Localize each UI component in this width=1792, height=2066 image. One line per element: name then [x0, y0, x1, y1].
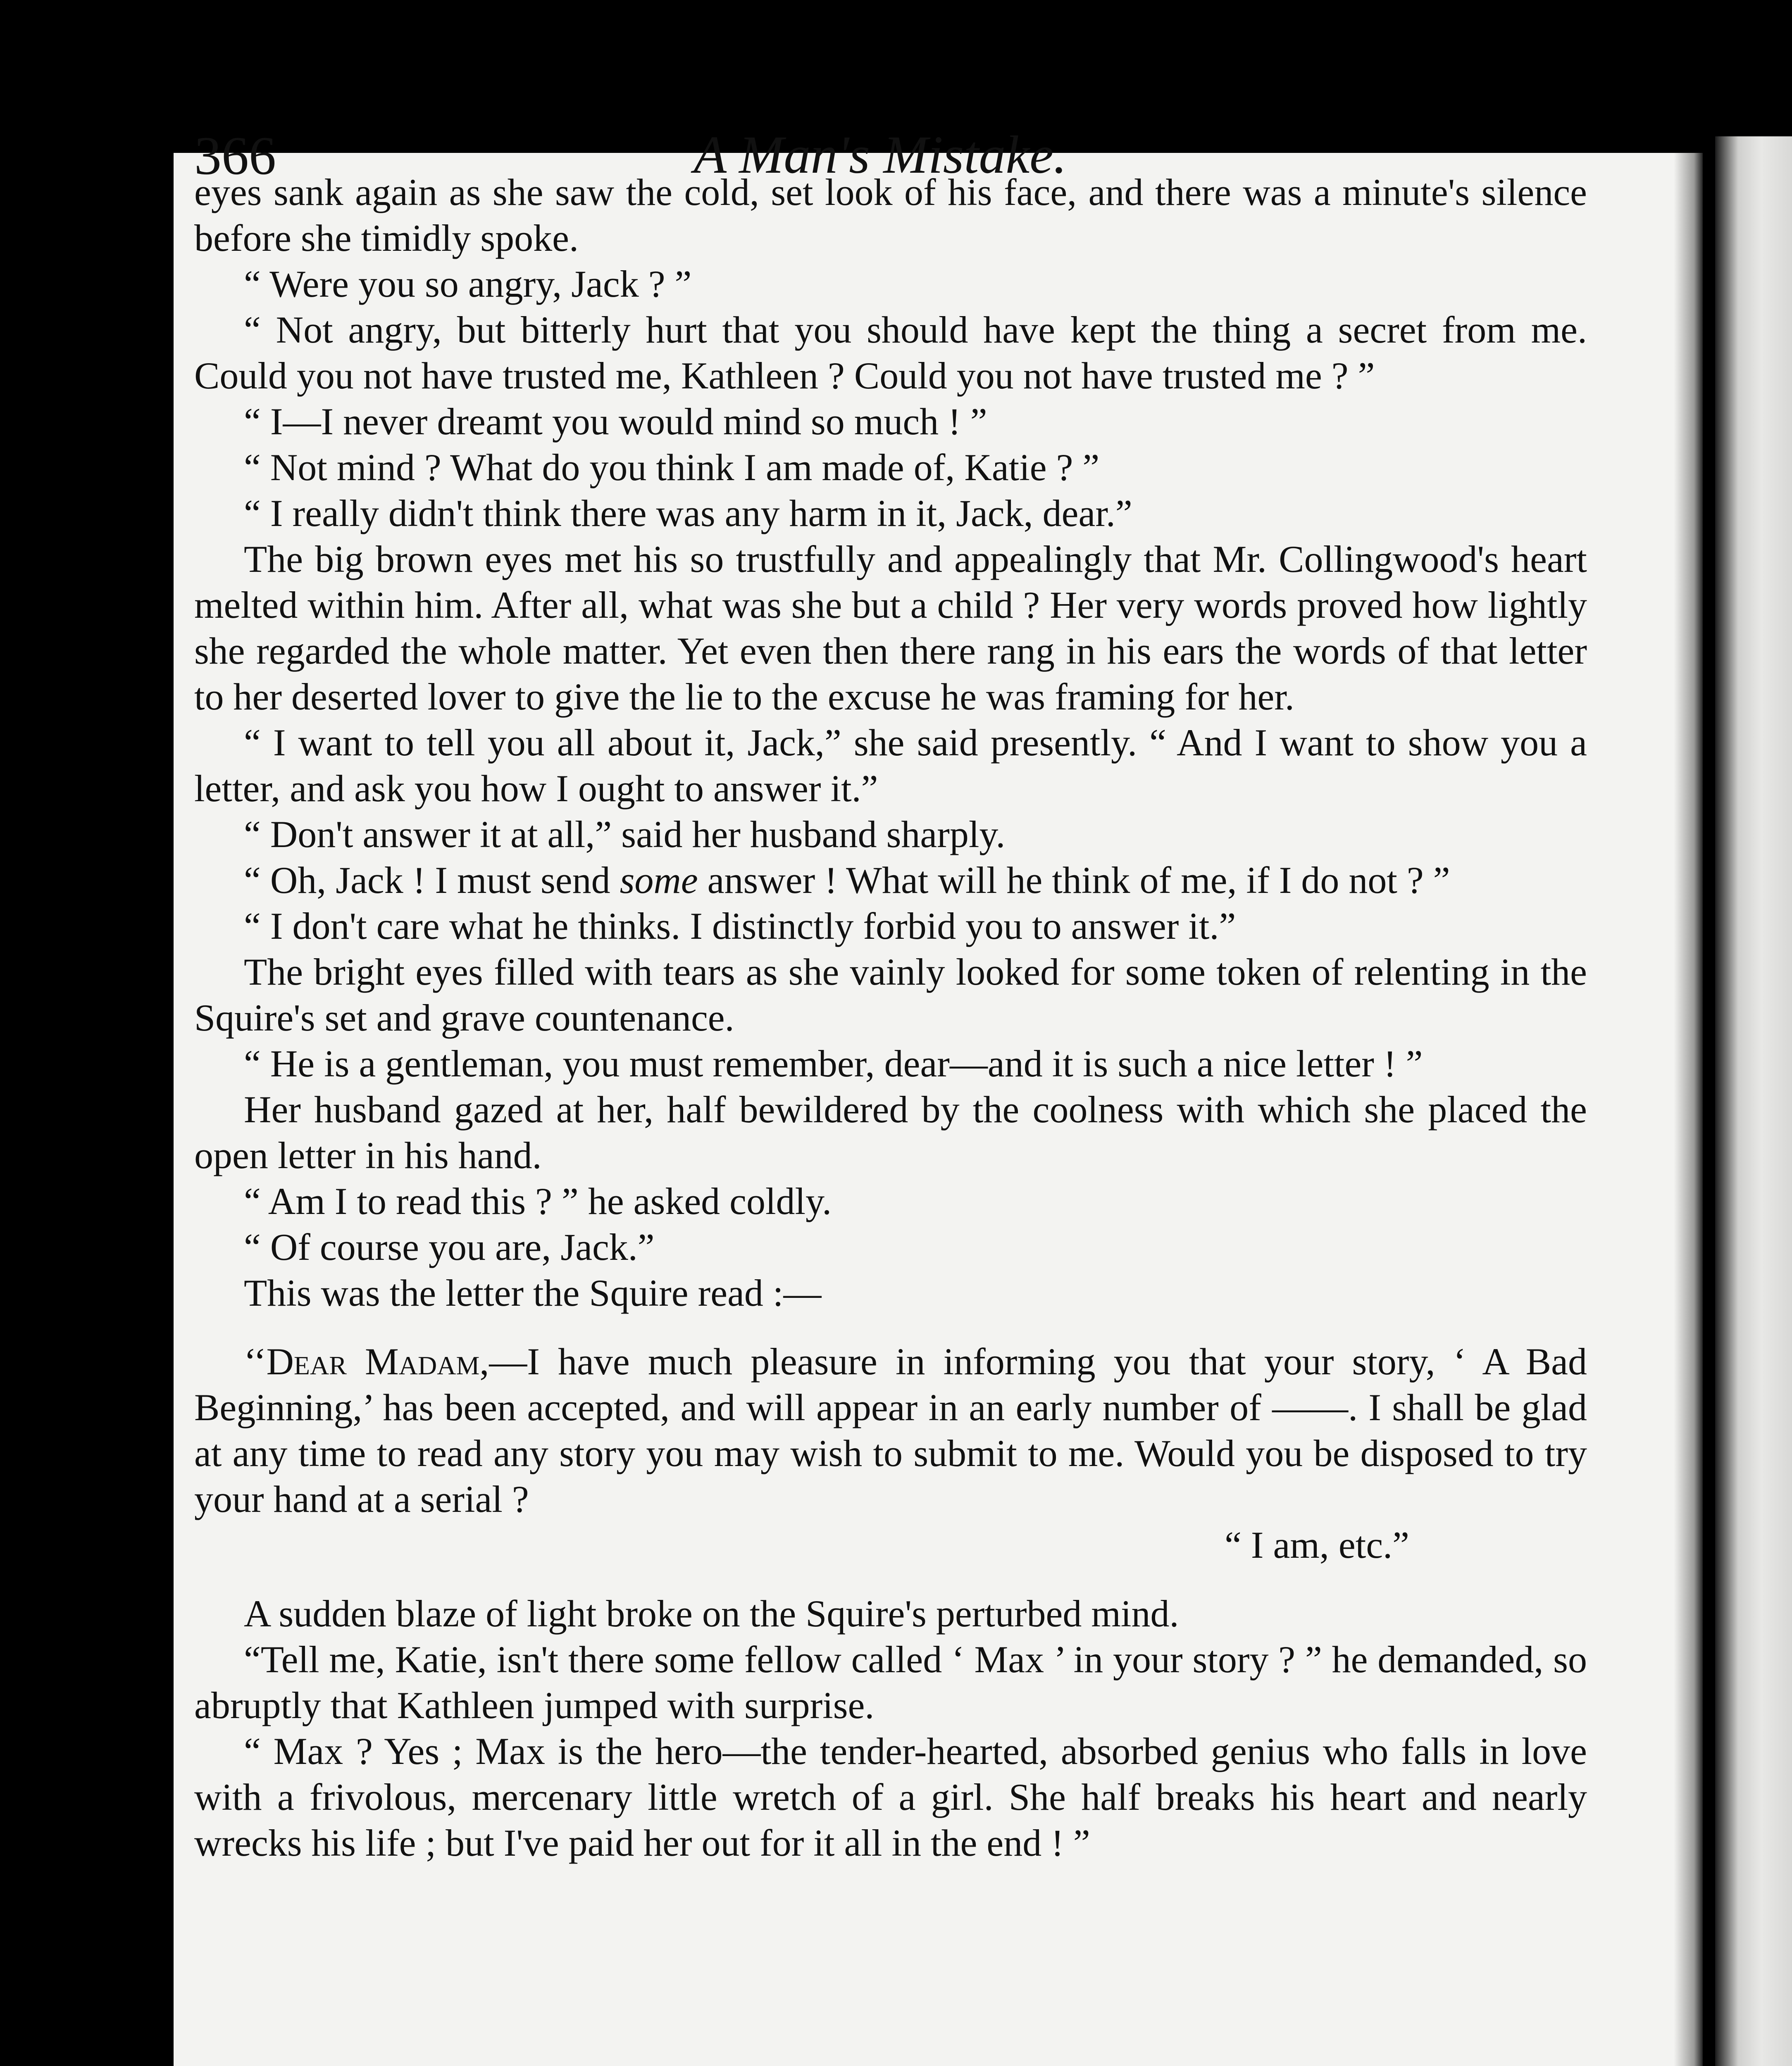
paragraph: “ He is a gentleman, you must remember, dear—and it is such a nice letter ! ”	[244, 1043, 1423, 1085]
paragraph-text: “ Oh, Jack ! I must send	[244, 859, 620, 901]
letter-salutation: ‘‘Dear Madam,	[244, 1340, 489, 1383]
paragraph: Her husband gazed at her, half bewildered by the coolness with which she placed the open letter in his hand.	[194, 1088, 1587, 1176]
quoted-letter	[194, 1339, 1587, 1522]
paragraph-text: answer ! What will he think of me, if I do not ? ”	[698, 859, 1450, 901]
facing-page-edge	[1715, 136, 1792, 2066]
paragraph: eyes sank again as she saw the cold, set look of his face, and there was a minute's silence before she timidly spoke.	[194, 171, 1587, 259]
emphasis-word: some	[620, 859, 698, 901]
paragraph: This was the letter the Squire read :—	[244, 1272, 822, 1314]
paragraph: A sudden blaze of light broke on the Squire's perturbed mind.	[244, 1592, 1179, 1635]
paragraph: “ Max ? Yes ; Max is the hero—the tender-hearted, absorbed genius who falls in love with a frivolous, mercenary little wretch of a girl. She half breaks his heart and nearly wrecks his life ; but I've paid her out for it all in the end ! ”	[194, 1730, 1587, 1864]
paragraph: The big brown eyes met his so trustfully and appealingly that Mr. Collingwood's heart melted within him. After all, what was she but a child ? Her very words proved how lightly she regarded the whole matter. Yet even then there rang in his ears the words of that letter to her deserted lover to give the lie to the excuse he was framing for her.	[194, 538, 1587, 718]
paragraph: “ I really didn't think there was any harm in it, Jack, dear.”	[244, 492, 1132, 534]
spine-shadow	[1674, 153, 1703, 2066]
paragraph: “ Am I to read this ? ” he asked coldly.	[244, 1180, 832, 1222]
page-number: 366	[194, 125, 276, 186]
letter-signoff: “ I am, etc.”	[1225, 1524, 1409, 1566]
paragraph: “ I—I never dreamt you would mind so much ! ”	[244, 400, 987, 443]
paragraph	[194, 857, 1587, 903]
paragraph: “ Not angry, but bitterly hurt that you should have kept the thing a secret from me. Could you not have trusted me, Kathleen ? Could you not have trusted me ? ”	[194, 309, 1587, 397]
paragraph: “ Of course you are, Jack.”	[244, 1226, 655, 1268]
letter-body: —I have much pleasure in informing you that your story, ‘ A Bad Beginning,’ has been accepted, and will appear in an early number of ——. I shall be glad at any time to read any story you may wish to submit to me. Would you be disposed to try your hand at a serial ?	[194, 1340, 1587, 1520]
paragraph: “ I want to tell you all about it, Jack,” she said presently. “ And I want to show you a letter, and ask you how I ought to answer it.”	[194, 721, 1587, 809]
page-body	[194, 169, 1587, 1866]
paragraph: “Tell me, Katie, isn't there some fellow called ‘ Max ’ in your story ? ” he demanded, so abruptly that Kathleen jumped with surprise.	[194, 1638, 1587, 1726]
paragraph: “ Not mind ? What do you think I am made of, Katie ? ”	[244, 446, 1100, 488]
paragraph: “ Don't answer it at all,” said her husband sharply.	[244, 813, 1006, 855]
paragraph: “ Were you so angry, Jack ? ”	[244, 263, 692, 305]
running-title: A Man's Mistake.	[693, 125, 1067, 185]
paragraph: The bright eyes filled with tears as she vainly looked for some token of relenting in the Squire's set and grave countenance.	[194, 951, 1587, 1039]
paragraph: “ I don't care what he thinks. I distinctly forbid you to answer it.”	[244, 905, 1236, 947]
